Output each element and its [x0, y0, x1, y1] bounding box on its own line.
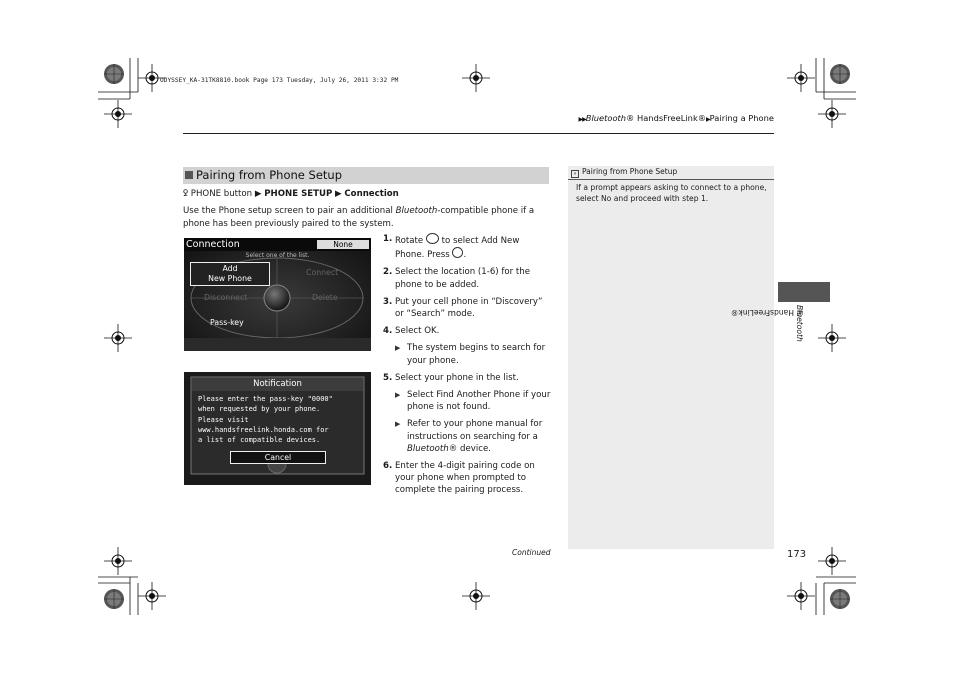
step-text: Enter the 4-digit pairing code on your phone when prompted to complete the pairing process.: [395, 461, 535, 496]
step-4-result: [383, 342, 551, 366]
nav-arrow-icon: ▶: [254, 189, 262, 199]
intro-bluetooth: Bluetooth: [395, 206, 438, 216]
step-5-sub-2: [383, 418, 551, 455]
add-new-phone-label-1: Add: [222, 264, 238, 273]
step-text: to select: [438, 236, 482, 246]
step-6: [383, 460, 551, 497]
step-text: Put your cell phone in “Discovery” or “Search” mode.: [395, 296, 543, 320]
side-note-text-part: and proceed with step 1.: [611, 194, 709, 203]
nav-connection: Connection: [344, 189, 399, 199]
result-arrow-icon: ▶: [395, 391, 401, 400]
step-text: . Press: [421, 250, 453, 261]
step-number: 1.: [383, 234, 393, 244]
connection-hint: Select one of the list.: [245, 252, 310, 259]
intro-paragraph: [183, 205, 553, 230]
continued-label: Continued: [512, 548, 551, 557]
chapter-label-rest: ® HandsFreeLink®: [730, 308, 804, 317]
side-note-text-part: If a prompt appears asking to connect to a phone, select: [576, 183, 767, 203]
add-new-phone-label-2: New Phone: [208, 273, 252, 283]
step-text: Select the location (1-6) for the phone to be added.: [395, 267, 531, 290]
steps-list: [383, 233, 551, 502]
notification-line: when requested by your phone.: [198, 405, 321, 414]
page-number: 173: [787, 549, 807, 560]
step-subtext: Refer to your phone manual for instructions on searching for a: [407, 419, 543, 442]
step-number: 6.: [383, 461, 393, 472]
delete-button[interactable]: Delete: [312, 293, 338, 302]
breadcrumb-handsfreelink: ® HandsFreeLink®: [626, 113, 707, 123]
step-text: Select: [395, 326, 425, 337]
step-5-sub-1: [383, 389, 551, 413]
step-1: [383, 233, 551, 261]
step-text: .: [436, 326, 440, 337]
section-square-icon: [185, 171, 193, 179]
pass-key-button[interactable]: Pass-key: [210, 318, 244, 327]
step-text: Select your phone in the list.: [395, 372, 519, 383]
nav-phone-setup: PHONE SETUP: [264, 189, 333, 199]
step-subtext-italic: Bluetooth: [407, 443, 449, 454]
step-subtext: Select: [407, 390, 437, 401]
step-text: Rotate: [395, 236, 426, 246]
notification-line: Please visit: [198, 415, 249, 424]
step-subtext: The system begins to search for your phone.: [407, 343, 546, 366]
breadcrumb-arrow-icon: ▶: [706, 116, 710, 123]
intro-text-2: -compatible phone if a phone has been previously paired to the system.: [183, 206, 535, 229]
nav-start: PHONE button: [190, 189, 253, 199]
print-header: ODYSSEY_KA-31TK8810.book Page 173 Tuesday, July 26, 2011 3:32 PM: [160, 77, 399, 84]
step-number: 2.: [383, 267, 393, 278]
side-note-title: Pairing from Phone Setup: [582, 167, 678, 176]
side-note-panel: [568, 166, 774, 549]
step-ui-label: Add New Phone: [395, 236, 520, 261]
cancel-button[interactable]: Cancel: [230, 451, 326, 464]
step-number: 5.: [383, 372, 393, 383]
result-arrow-icon: ▶: [395, 344, 401, 353]
notification-title: Notification: [253, 379, 302, 389]
chapter-label-italic: Bluetooth: [795, 305, 804, 342]
step-subtext: if your phone is not found.: [407, 390, 551, 413]
connection-status-badge: None: [317, 240, 369, 249]
section-title: Pairing from Phone Setup: [196, 168, 342, 182]
breadcrumb-bluetooth: Bluetooth: [585, 113, 627, 123]
notification-line: Please enter the pass-key "0000": [198, 395, 333, 403]
side-note-text: [576, 182, 768, 204]
notification-line: a list of compatible devices.: [198, 436, 321, 445]
step-number: 4.: [383, 326, 393, 337]
notification-screen: [184, 372, 371, 485]
connect-button[interactable]: Connect: [306, 268, 339, 277]
step-ui-label: Find Another Phone: [436, 390, 521, 401]
nav-arrow-icon: ▶: [335, 189, 342, 199]
breadcrumb: [579, 113, 774, 123]
breadcrumb-current: Pairing a Phone: [709, 113, 774, 123]
step-ui-label: OK: [424, 326, 437, 337]
notification-message: [198, 394, 366, 445]
connection-screen: [184, 238, 371, 351]
step-5: [383, 372, 551, 384]
header-rule: [183, 133, 774, 134]
nav-path: [183, 187, 399, 199]
connection-title: Connection: [186, 239, 240, 250]
chapter-tab: [778, 282, 830, 302]
phone-icon: ꝿ: [183, 189, 189, 199]
disconnect-button[interactable]: Disconnect: [204, 293, 248, 302]
section-heading: [183, 167, 549, 184]
interface-dial-icon: [426, 233, 439, 244]
notification-line: www.handsfreelink.honda.com for: [198, 425, 329, 434]
step-subtext: ® device.: [448, 443, 492, 454]
breadcrumb-arrow-icon: ▶▶: [578, 116, 586, 123]
step-4: [383, 325, 551, 337]
note-icon: »: [571, 170, 579, 178]
enter-button-icon: [452, 247, 463, 258]
chapter-vertical-label: [730, 305, 804, 415]
intro-text: Use the Phone setup screen to pair an additional: [183, 206, 396, 216]
side-note-heading: [568, 166, 774, 180]
add-new-phone-button[interactable]: [190, 262, 270, 286]
step-3: [383, 296, 551, 320]
step-number: 3.: [383, 296, 393, 307]
side-note-ui-label: No: [600, 194, 612, 203]
step-text: .: [463, 250, 467, 261]
step-2: [383, 266, 551, 290]
result-arrow-icon: ▶: [395, 420, 401, 429]
